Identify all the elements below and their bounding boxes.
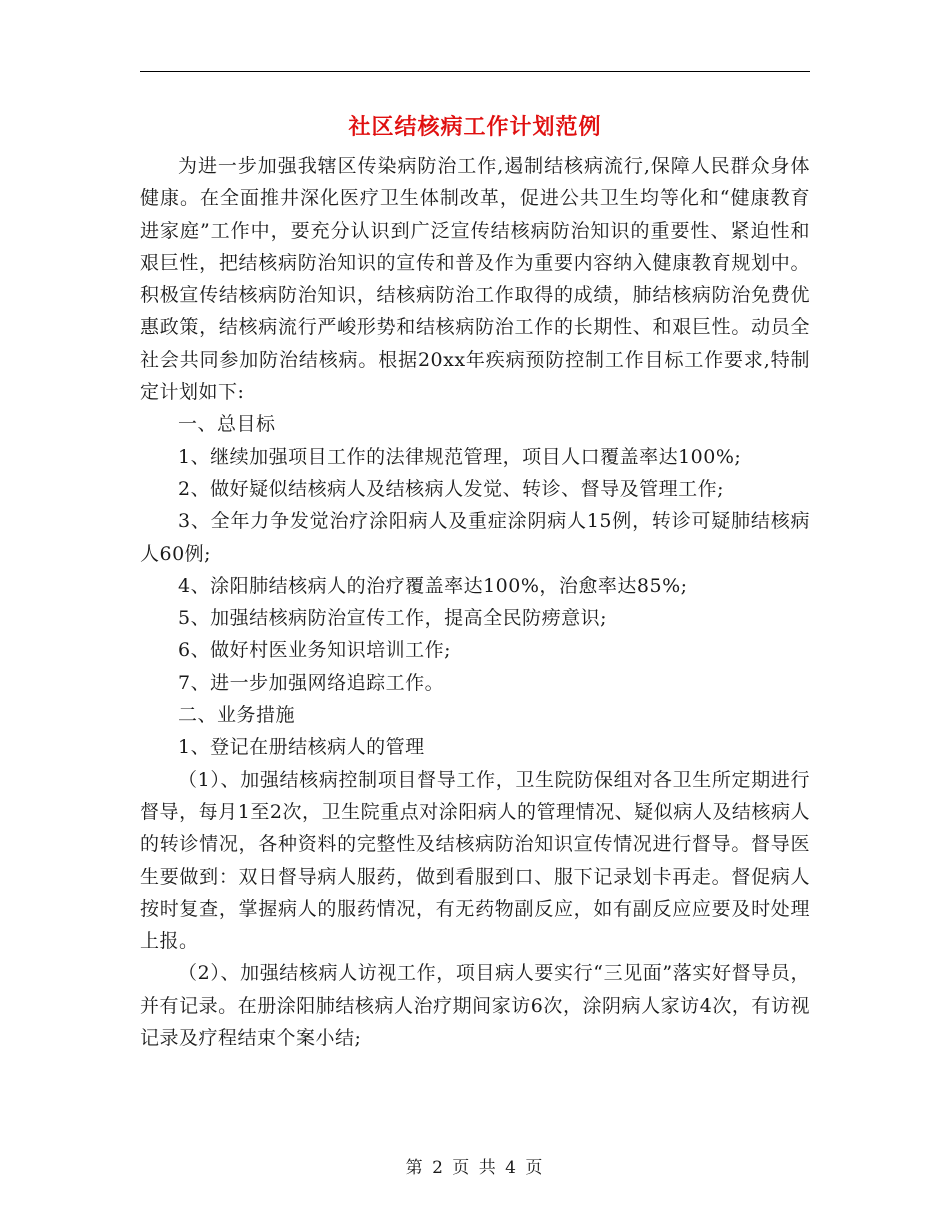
intro-paragraph: 为进一步加强我辖区传染病防治工作,遏制结核病流行,保障人民群众身体健康。在全面推井深化医疗卫生体制改革，促进公共卫生均等化和“健康教育进家庭”工作中，要充分认识到广泛宣传结核病防治知识的重要性、紧迫性和艰巨性，把结核病防治知识的宣传和普及作为重要内容纳入健康教育规划中。积极宣传结核病防治知识，结核病防治工作取得的成绩，肺结核病防治免费优惠政策，结核病流行严峻形势和结核病防治工作的长期性、和艰巨性。动员全社会共同参加防治结核病。根据20xx年疾病预防控制工作目标工作要求,特制定计划如下: [140, 155, 810, 404]
goal-item-2: 2、做好疑似结核病人及结核病人发觉、转诊、督导及管理工作; [178, 477, 724, 500]
goal-item-4: 4、涂阳肺结核病人的治疗覆盖率达100%，治愈率达85%; [178, 574, 688, 597]
goal-item-3: 3、全年力争发觉治疗涂阳病人及重症涂阴病人15例，转诊可疑肺结核病人60例; [140, 510, 810, 565]
document-title: 社区结核病工作计划范例 [348, 115, 602, 140]
section-heading-goals: 一、总目标 [178, 413, 276, 436]
page-footer: 第 2 页 共 4 页 [405, 1158, 545, 1178]
goal-item-7: 7、进一步加强网络追踪工作。 [178, 671, 445, 694]
header-rule [140, 71, 810, 72]
document-body [140, 150, 810, 1054]
section-heading-measures: 二、业务措施 [178, 704, 296, 727]
goal-item-6: 6、做好村医业务知识培训工作; [178, 639, 451, 662]
measure-paragraph-1: （1）、加强结核病控制项目督导工作，卫生院防保组对各卫生所定期进行督导，每月1至2次，卫生院重点对涂阳病人的管理情况、疑似病人及结核病人的转诊情况，各种资料的完整性及结核病防治知识宣传情况进行督导。督导医生要做到：双日督导病人服药，做到看服到口、服下记录划卡再走。督促病人按时复查，掌握病人的服药情况，有无药物副反应，如有副反应应要及时处理上报。 [140, 768, 810, 953]
goal-item-1: 1、继续加强项目工作的法律规范管理，项目人口覆盖率达100%; [178, 445, 742, 468]
goal-item-5: 5、加强结核病防治宣传工作，提高全民防痨意识; [178, 607, 607, 630]
measure-paragraph-2: （2）、加强结核病人访视工作，项目病人要实行“三见面”落实好督导员，并有记录。在册涂阳肺结核病人治疗期间家访6次，涂阴病人家访4次，有访视记录及疗程结束个案小结; [140, 962, 810, 1050]
measure-subheading-1: 1、登记在册结核病人的管理 [178, 736, 425, 759]
